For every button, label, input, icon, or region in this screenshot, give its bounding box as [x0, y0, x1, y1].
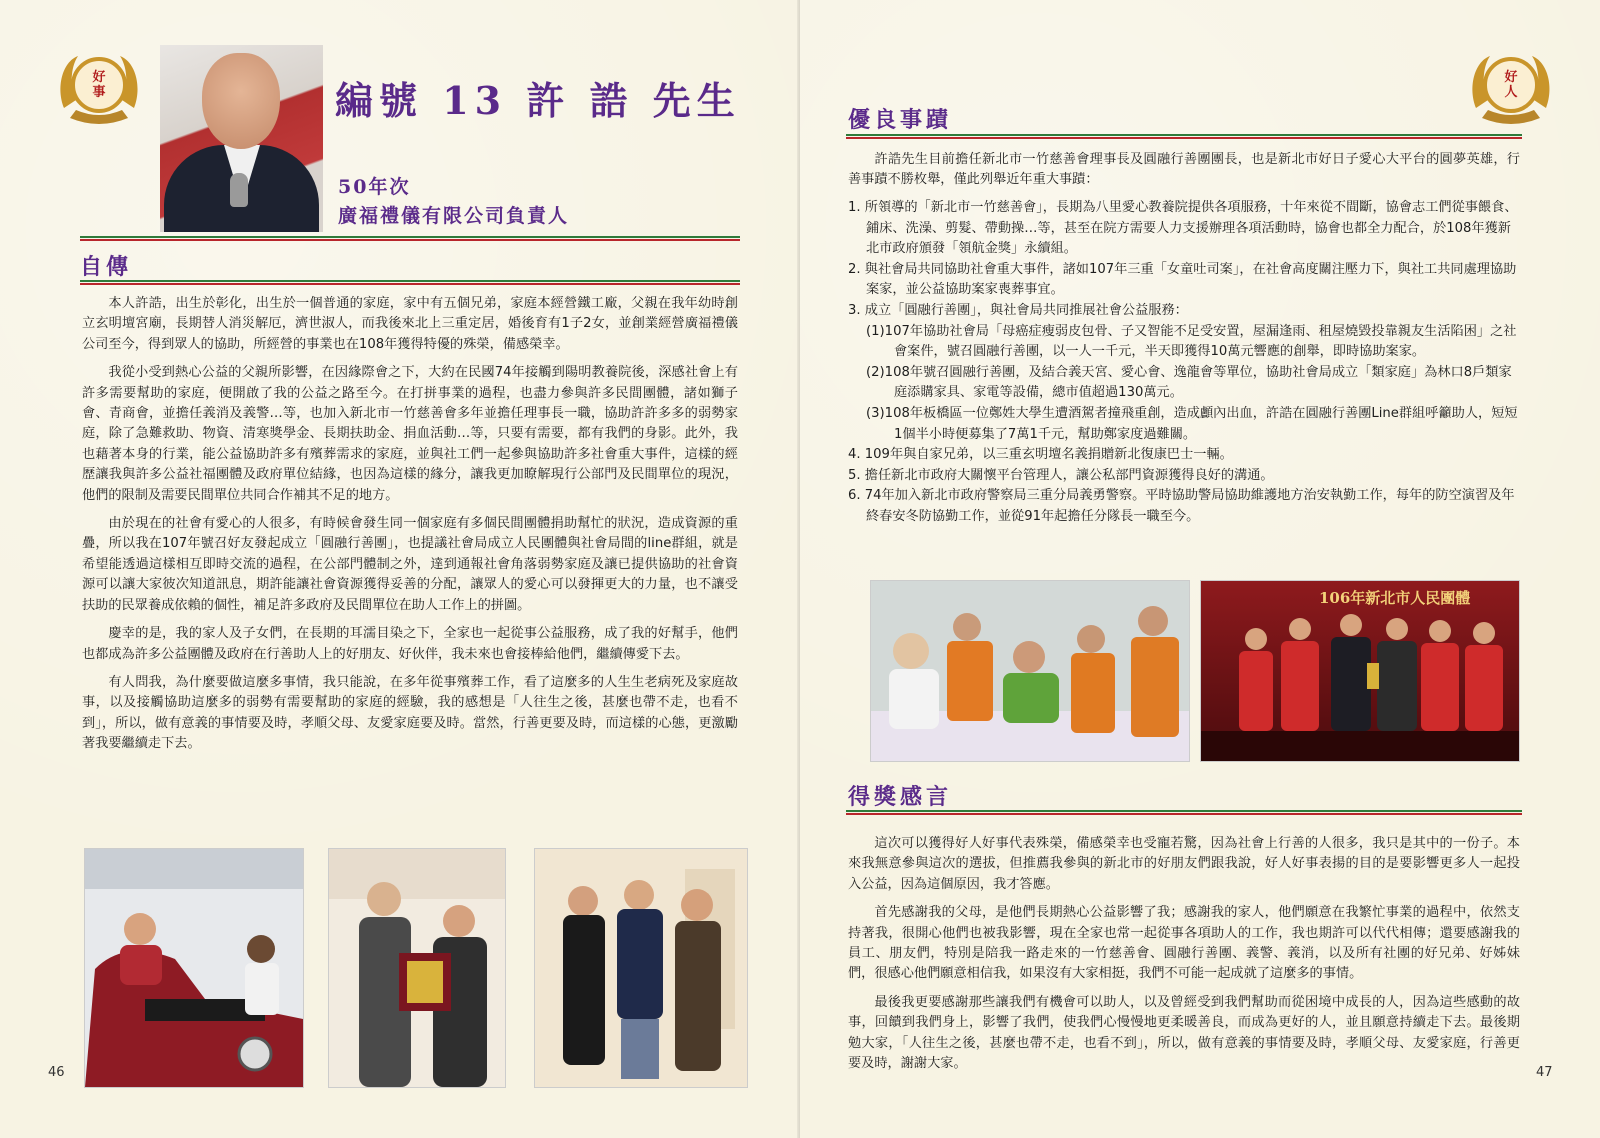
right-page — [800, 0, 1600, 1138]
page-number: 47 — [1536, 1065, 1553, 1080]
emblem-char: 好 — [1504, 70, 1518, 85]
section-title-deeds: 優良事蹟 — [848, 107, 953, 133]
list-item: 1. 所領導的「新北市一竹慈善會」，長期為八里愛心教養院提供各項服務，十年來從不間斷，協會志工們從事餵食、鋪床、洗澡、剪髮、帶動操…等，甚至在院方需要人力支援辦理各項活動時，協會也都全力配合，於108年獲新北市政府頒發「領航金獎」永續組。 — [848, 200, 1518, 257]
photo-award-ceremony — [1200, 580, 1520, 762]
section-title-autobiography: 自傳 — [80, 254, 133, 280]
photo-plaque-award — [328, 848, 506, 1088]
emblem-char: 人 — [1504, 85, 1518, 100]
photo-group-three — [534, 848, 748, 1088]
deeds-list — [848, 198, 1520, 528]
photo-blood-donation — [84, 848, 304, 1088]
paragraph: 慶幸的是，我的家人及子女們，在長期的耳濡目染之下，全家也一起從事公益服務，成了我的好幫手，他們也都成為許多公益團體及政府在行善助人上的好朋友、好伙伴，我未來也會接棒給他們，繼續傳愛下去。 — [82, 626, 738, 662]
paragraph: 首先感謝我的父母，是他們長期熱心公益影響了我；感謝我的家人，他們願意在我繁忙事業的過程中，依然支持著我，很開心他們也被我影響，現在全家也常一起從事各項助人的工作，我也期許可以代代相傳；還要感謝我的員工、朋友們，特別是陪我一路走來的一竹慈善會、圓融行善團、義警、義消，以及所有社團的好兄弟、好姊妹們，很感心他們願意相信我，如果沒有大家相挺，我們不可能一起成就了這麼多的事情。 — [848, 905, 1520, 982]
emblem-char: 事 — [92, 85, 106, 100]
speech-text — [848, 834, 1520, 1082]
emblem-char: 好 — [92, 70, 106, 85]
portrait-photo — [160, 45, 323, 232]
paragraph: 這次可以獲得好人好事代表殊榮，備感榮幸也受寵若驚，因為社會上行善的人很多，我只是其中的一份子。本來我無意參與這次的選拔，但推薦我參與的新北市的好朋友們跟我說，好人好事表揚的目的是要影響更多人一起投入公益，因為這個原因，我才答應。 — [848, 836, 1520, 892]
page-title: 編號 13 許 誥 先生 — [335, 78, 741, 123]
birth-year: 50年次 — [338, 176, 411, 198]
job-position: 廣福禮儀有限公司負責人 — [338, 205, 570, 227]
good-deed-emblem-icon — [56, 48, 142, 128]
divider — [80, 280, 740, 285]
deeds-intro — [848, 150, 1520, 199]
list-item: 4. 109年與自家兄弟，以三重玄明壇名義捐贈新北復康巴士一輛。 — [848, 447, 1233, 463]
section-title-speech: 得獎感言 — [848, 784, 953, 810]
list-item: 5. 擔任新北市政府大關懷平台管理人，讓公私部門資源獲得良好的溝通。 — [848, 467, 1274, 483]
divider — [846, 134, 1522, 139]
autobiography-text — [82, 294, 738, 763]
paragraph: 本人許誥，出生於彰化，出生於一個普通的家庭，家中有五個兄弟，家庭本經營鐵工廠，父親在我年幼時創立玄明壇宮廟，長期替人消災解厄，濟世淑人，而我後來北上三重定居，婚後育有1子2女，並創業經營廣福禮儀公司至今，得到眾人的協助，所經營的事業也在108年獲得特優的殊榮，備感榮幸。 — [82, 296, 738, 352]
list-subitem: (1)107年協助社會局「母癌症瘦弱皮包骨、子又智能不足受安置，屋漏逢雨、租屋燒毀投靠親友生活陷困」之社會案件，號召圓融行善團，以一人一千元，半天即獲得10萬元響應的創舉，即時協助案家。 — [866, 323, 1517, 360]
paragraph: 我從小受到熱心公益的父親所影響，在因緣際會之下，大約在民國74年接觸到陽明教養院後，深感社會上有許多需要幫助的家庭，便開啟了我的公益之路至今。在打拼事業的過程，也盡力參與許多民間團體，諸如獅子會、青商會，並擔任義消及義警…等，也加入新北市一竹慈善會多年並擔任理事長一職，協助許許多多的弱勢家庭，除了急難救助、物資、清寒獎學金、長期扶助金、捐血活動…等，只要有需要，都有我們的身影。此外，我也藉著本身的行業，能公益協助許多有殯葬需求的家庭，並與社工們一起參與協助許多社會重大事件，這樣的經歷讓我與許多公益社福團體及政府單位結緣，也因為這樣的緣分，讓我更加瞭解現行公部門及民間單位的現況，他們的限制及需要民間單位共同合作補其不足的地方。 — [82, 365, 738, 503]
list-item: 2. 與社會局共同協助社會重大事件，諸如107年三重「女童吐司案」，在社會高度關注壓力下，與社工共同處理協助案家，並公益協助案家喪葬事宜。 — [848, 261, 1517, 298]
photo-banner-text: 106年新北市人民團體 — [1319, 589, 1471, 607]
divider — [80, 236, 740, 241]
page-number: 46 — [48, 1065, 65, 1080]
list-subitem: (2)108年號召圓融行善團，及結合義天宮、愛心會、逸龍會等單位，協助社會局成立「類家庭」為林口8戶類家庭添購家具、家電等設備，總市值超過130萬元。 — [866, 364, 1512, 401]
list-item: 3. 成立「圓融行善團」，與社會局共同推展社會公益服務： — [848, 302, 1188, 318]
paragraph: 有人問我，為什麼要做這麼多事情，我只能說，在多年從事殯葬工作，看了這麼多的人生生老病死及家庭故事，以及接觸協助這麼多的弱勢有需要幫助的家庭的經驗，我的感想是「人往生之後，甚麼也帶不走，也看不到」，所以，做有意義的事情要及時，孝順父母、友愛家庭要及時。當然，行善更要及時，而這樣的心態，更激勵著我要繼續走下去。 — [82, 674, 738, 752]
list-item: 6. 74年加入新北市政府警察局三重分局義勇警察。平時協助警局協助維護地方治安執勤工作，每年的防空演習及年終春安冬防協勤工作，並從91年起擔任分隊長一職至今。 — [848, 488, 1515, 524]
list-subitem: (3)108年板橋區一位鄭姓大學生遭酒駕者撞飛重創，造成顱內出血，許誥在圓融行善團Line群組呼籲助人，短短 1個半小時便募集了7萬1千元，幫助鄭家度過難關。 — [866, 405, 1518, 442]
paragraph: 由於現在的社會有愛心的人很多，有時候會發生同一個家庭有多個民間團體捐助幫忙的狀況，造成資源的重疊，所以我在107年號召好友發起成立「圓融行善團」，也提議社會局成立人民團體與社會局間的line群組，就是希望能透過這樣相互即時交流的過程，在公部門體制之外，達到通報社會角落弱勢家庭及讓已提供協助的社會資源可以讓大家彼次知道訊息，期許能讓社會資源獲得妥善的分配，讓眾人的愛心可以發揮更大的力量，也不讓受扶助的民眾養成依賴的個性，補足許多政府及民間單位在助人工作上的拼圖。 — [82, 516, 738, 613]
photo-hospital-visit — [870, 580, 1190, 762]
divider — [846, 810, 1522, 815]
good-deed-emblem-icon — [1468, 48, 1554, 128]
paragraph: 許誥先生目前擔任新北市一竹慈善會理事長及圓融行善團團長，也是新北市好日子愛心大平台的圓夢英雄，行善事蹟不勝枚舉，僅此列舉近年重大事蹟： — [848, 152, 1520, 188]
paragraph: 最後我更要感謝那些讓我們有機會可以助人，以及曾經受到我們幫助而從困境中成長的人，因為這些感動的故事，回饋到我們身上，影響了我們，使我們心慢慢地更柔暖善良，而成為更好的人，並且願意持續走下去。最後期勉大家，「人往生之後，甚麼也帶不走，也看不到」，所以，做有意義的事情要及時，孝順父母、友愛家庭，行善更要及時，謝謝大家。 — [848, 994, 1520, 1072]
